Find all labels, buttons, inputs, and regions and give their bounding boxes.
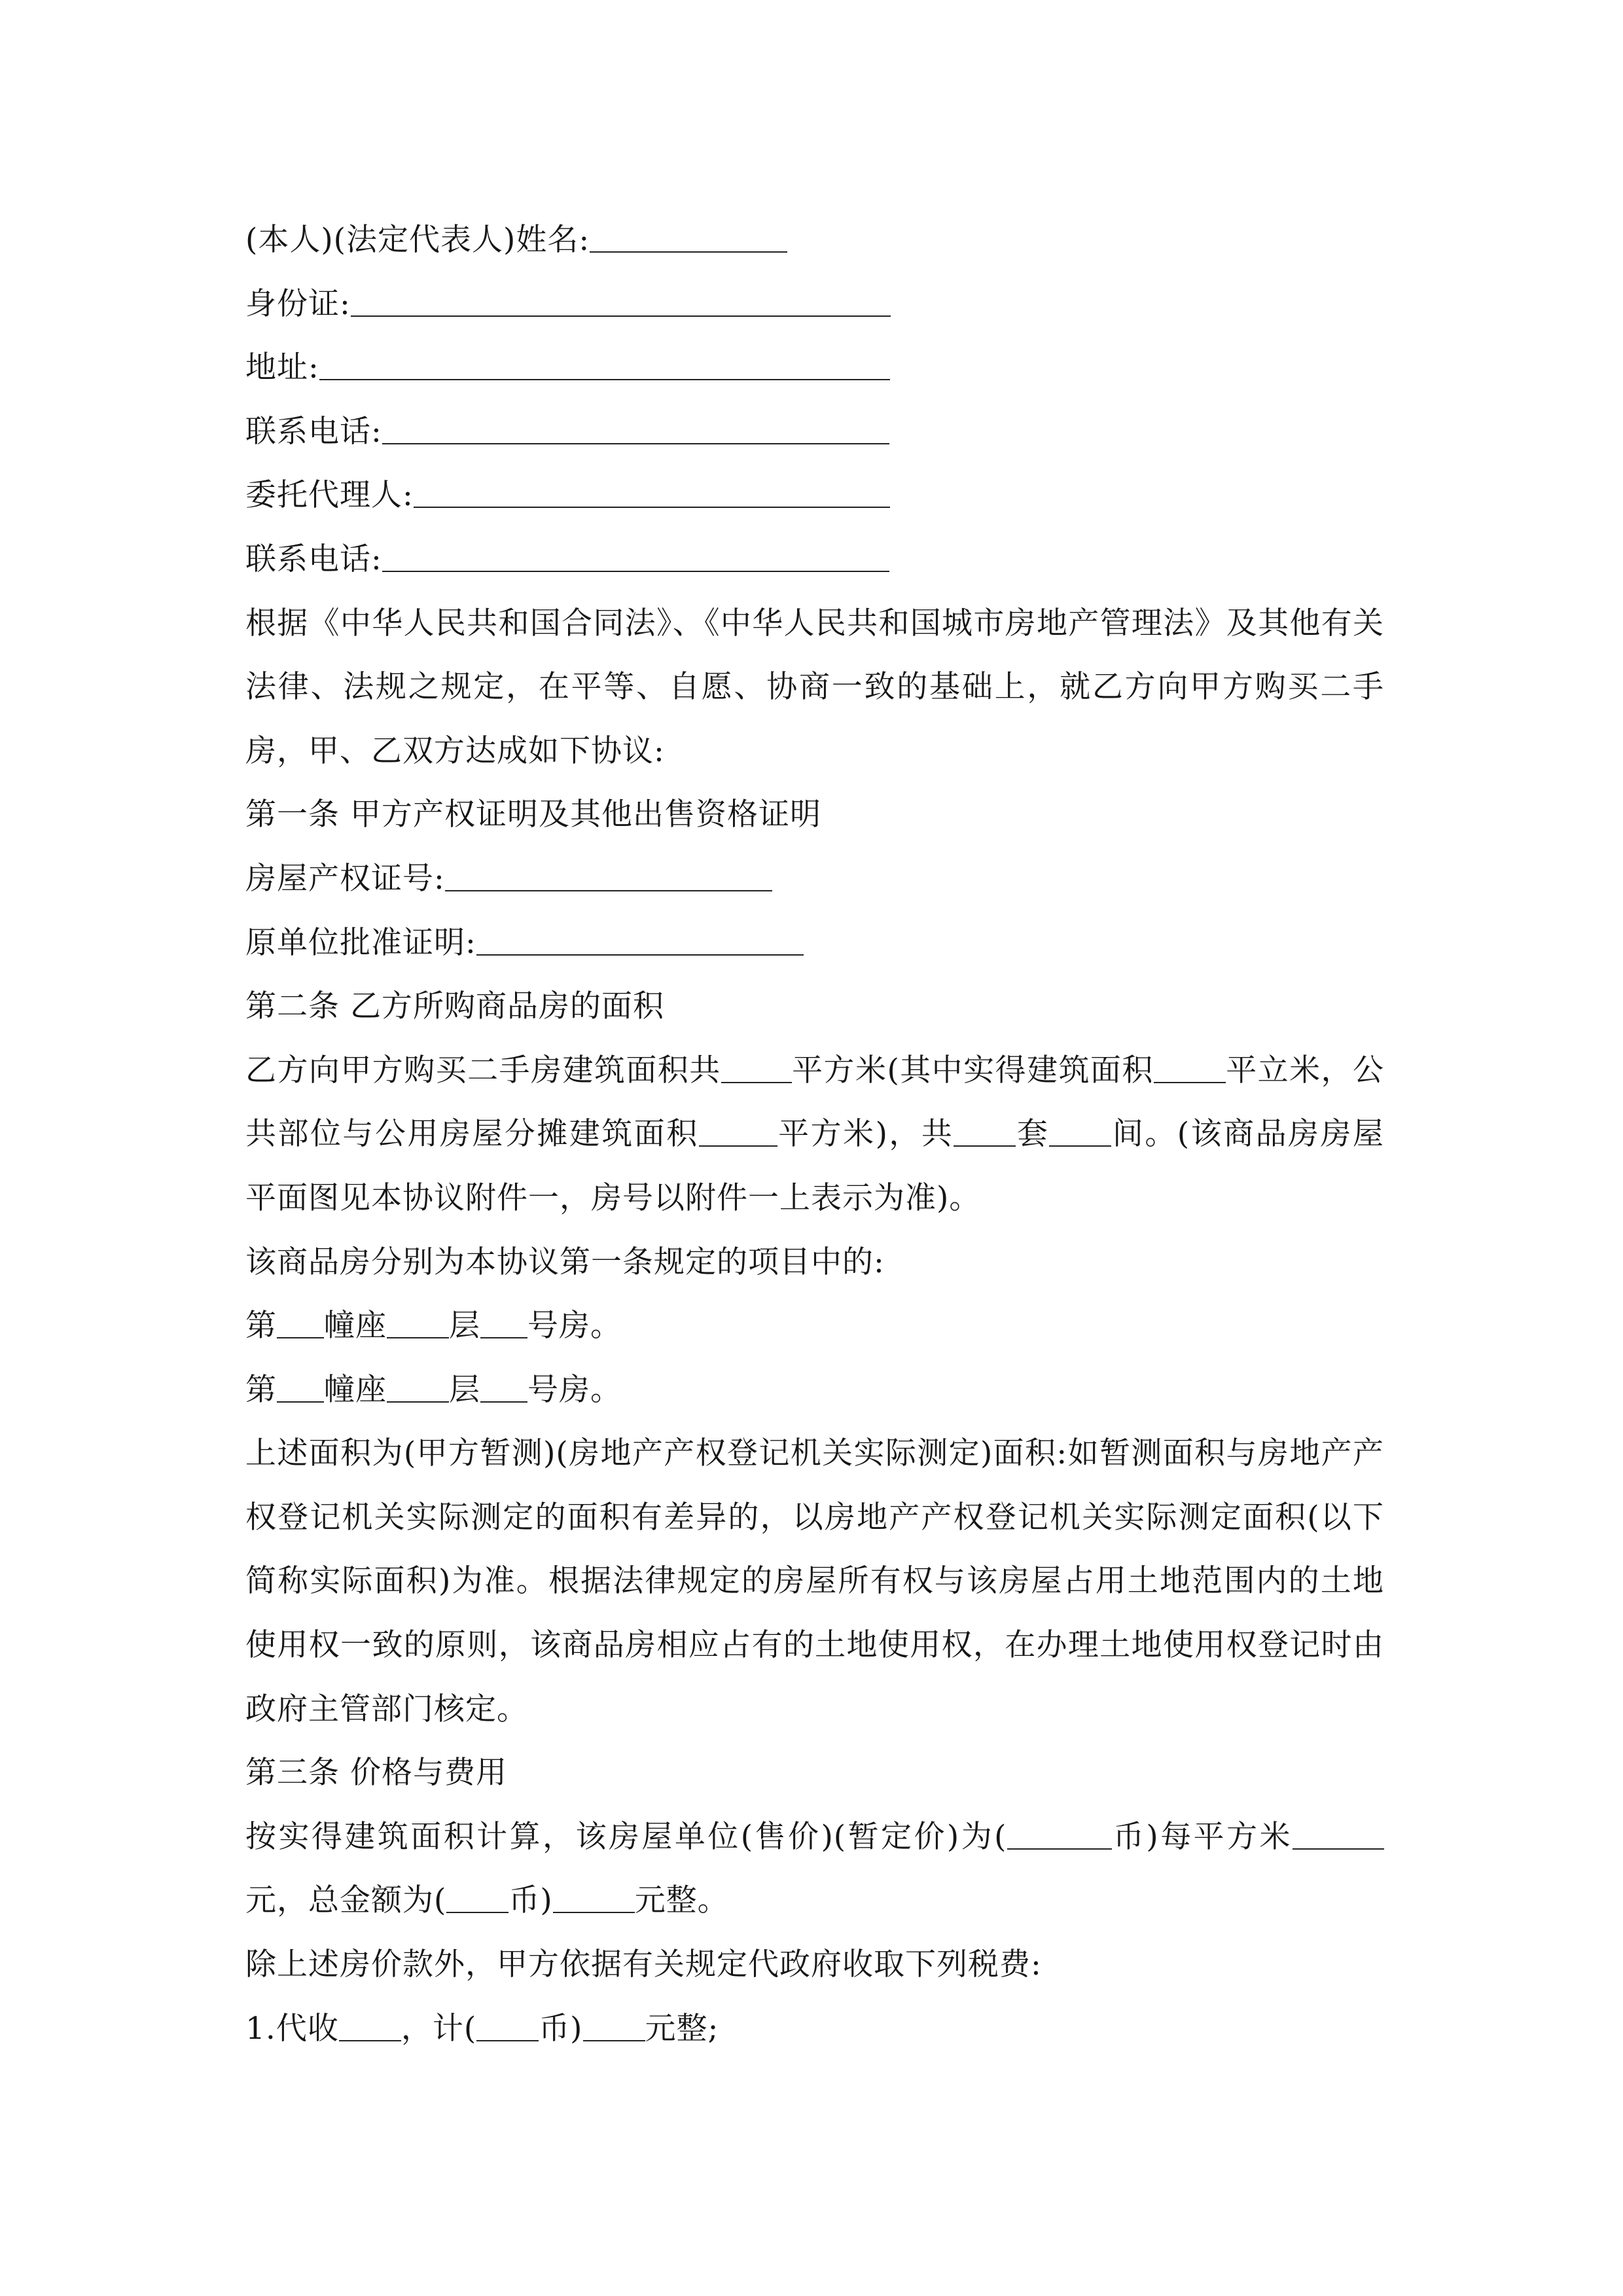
phone-blank [382, 413, 889, 444]
fee-amount-blank [583, 2010, 645, 2041]
phone-field [245, 400, 1384, 464]
price-text-3: 元，总金额为( [245, 1882, 447, 1919]
price-paragraph [245, 1805, 1384, 1933]
approval-label: 原单位批准证明: [245, 924, 476, 961]
area-text-1: 乙方向甲方购买二手房建筑面积共 [245, 1052, 721, 1088]
unit-line-2 [245, 1358, 1384, 1422]
price-text-1: 按实得建筑面积计算，该房屋单位(售价)(暂定价)为( [245, 1818, 1007, 1855]
intro-paragraph: 根据《中华人民共和国合同法》、《中华人民共和国城市房地产管理法》及其他有关法律、法规之规定，在平等、自愿、协商一致的基础上，就乙方向甲方购买二手房，甲、乙双方达成如下协议: [245, 605, 1384, 769]
article1-title: 第一条 甲方产权证明及其他出售资格证明 [245, 797, 821, 833]
approval-blank [476, 924, 804, 956]
fee-text-1: 1.代收 [245, 2010, 339, 2047]
area-actual-blank [1154, 1052, 1226, 1083]
unit-price-blank [1293, 1818, 1384, 1850]
set-count-blank [954, 1115, 1016, 1147]
name-field [245, 208, 1384, 272]
id-field [245, 272, 1384, 336]
building-blank [277, 1371, 324, 1403]
phone-label: 联系电话: [245, 413, 382, 450]
area-text-3: 平立米， [1225, 1052, 1353, 1088]
area-text-7: 间。(该商品房房屋平面图见本协议附件一，房号以附件一上表示为准)。 [245, 1116, 1385, 1216]
area-text-4: 公共部位与公用房屋分摊建筑面积 [245, 1052, 1385, 1153]
price-text-4: 币) [508, 1882, 553, 1919]
room-no-blank [480, 1307, 527, 1338]
agent-phone-blank [382, 541, 889, 572]
unit-text-1: 第 [245, 1371, 277, 1408]
room-count-blank [1049, 1115, 1111, 1147]
cert-no-label: 房屋产权证号: [245, 860, 445, 897]
cert-no-blank [445, 860, 772, 891]
measurement-paragraph: 上述面积为(甲方暂测)(房地产产权登记机关实际测定)面积:如暂测面积与房地产产权登记机关实际测定的面积有差异的，以房地产产权登记机关实际测定面积(以下简称实际面积)为准。根据法律规定的房屋所有权与该房屋占用土地范围内的土地使用权一致的原则，该商品房相应占有的土地使用权，在办理土地使用权登记时由政府主管部门核定。 [245, 1435, 1384, 1727]
article2-title: 第二条 乙方所购商品房的面积 [245, 988, 664, 1025]
fee-text-2: ，计( [401, 2010, 477, 2047]
currency-blank [1007, 1818, 1112, 1850]
area-total-blank [721, 1052, 792, 1083]
fee-item-1 [245, 1997, 1384, 2061]
unit-text-3: 层 [449, 1371, 480, 1408]
unit-text-3: 层 [449, 1308, 480, 1344]
total-currency-blank [446, 1882, 508, 1913]
article3-title: 第三条 价格与费用 [245, 1755, 507, 1791]
floor-blank [387, 1307, 449, 1338]
id-label: 身份证: [245, 285, 351, 322]
unit-line-1 [245, 1294, 1384, 1358]
area-text-5: 平方米)，共 [777, 1116, 954, 1153]
address-field [245, 336, 1384, 400]
name-blank [590, 221, 787, 253]
area-text-6: 套 [1016, 1116, 1050, 1153]
unit-text-2: 幢座 [324, 1308, 387, 1344]
agent-label: 委托代理人: [245, 477, 414, 514]
price-text-2: 币)每平方米 [1111, 1818, 1293, 1855]
fee-currency-blank [476, 2010, 539, 2041]
floor-blank [387, 1371, 449, 1403]
agent-field [245, 463, 1384, 528]
agent-blank [414, 476, 890, 508]
fee-text-3: 币) [539, 2010, 583, 2047]
fee-name-blank [339, 2010, 401, 2041]
project-intro: 该商品房分别为本协议第一条规定的项目中的: [245, 1244, 885, 1280]
area-paragraph [245, 1039, 1384, 1230]
cert-no-field [245, 847, 1384, 911]
area-shared-blank [699, 1115, 777, 1147]
building-blank [277, 1307, 324, 1338]
unit-text-4: 号房。 [527, 1308, 622, 1344]
unit-text-2: 幢座 [324, 1371, 387, 1408]
contract-body [245, 208, 1384, 2060]
fee-text-4: 元整; [645, 2010, 719, 2047]
approval-field [245, 911, 1384, 975]
fees-intro: 除上述房价款外，甲方依据有关规定代政府收取下列税费: [245, 1946, 1042, 1983]
unit-text-1: 第 [245, 1308, 277, 1344]
agent-phone-label: 联系电话: [245, 541, 382, 577]
unit-text-4: 号房。 [527, 1371, 622, 1408]
agent-phone-field [245, 528, 1384, 592]
price-text-5: 元整。 [634, 1882, 729, 1919]
room-no-blank [480, 1371, 527, 1403]
address-label: 地址: [245, 350, 319, 386]
total-amount-blank [553, 1882, 635, 1913]
id-blank [351, 285, 891, 317]
name-label: (本人)(法定代表人)姓名: [245, 222, 590, 258]
address-blank [319, 349, 890, 380]
area-text-2: 平方米(其中实得建筑面积 [791, 1052, 1154, 1088]
